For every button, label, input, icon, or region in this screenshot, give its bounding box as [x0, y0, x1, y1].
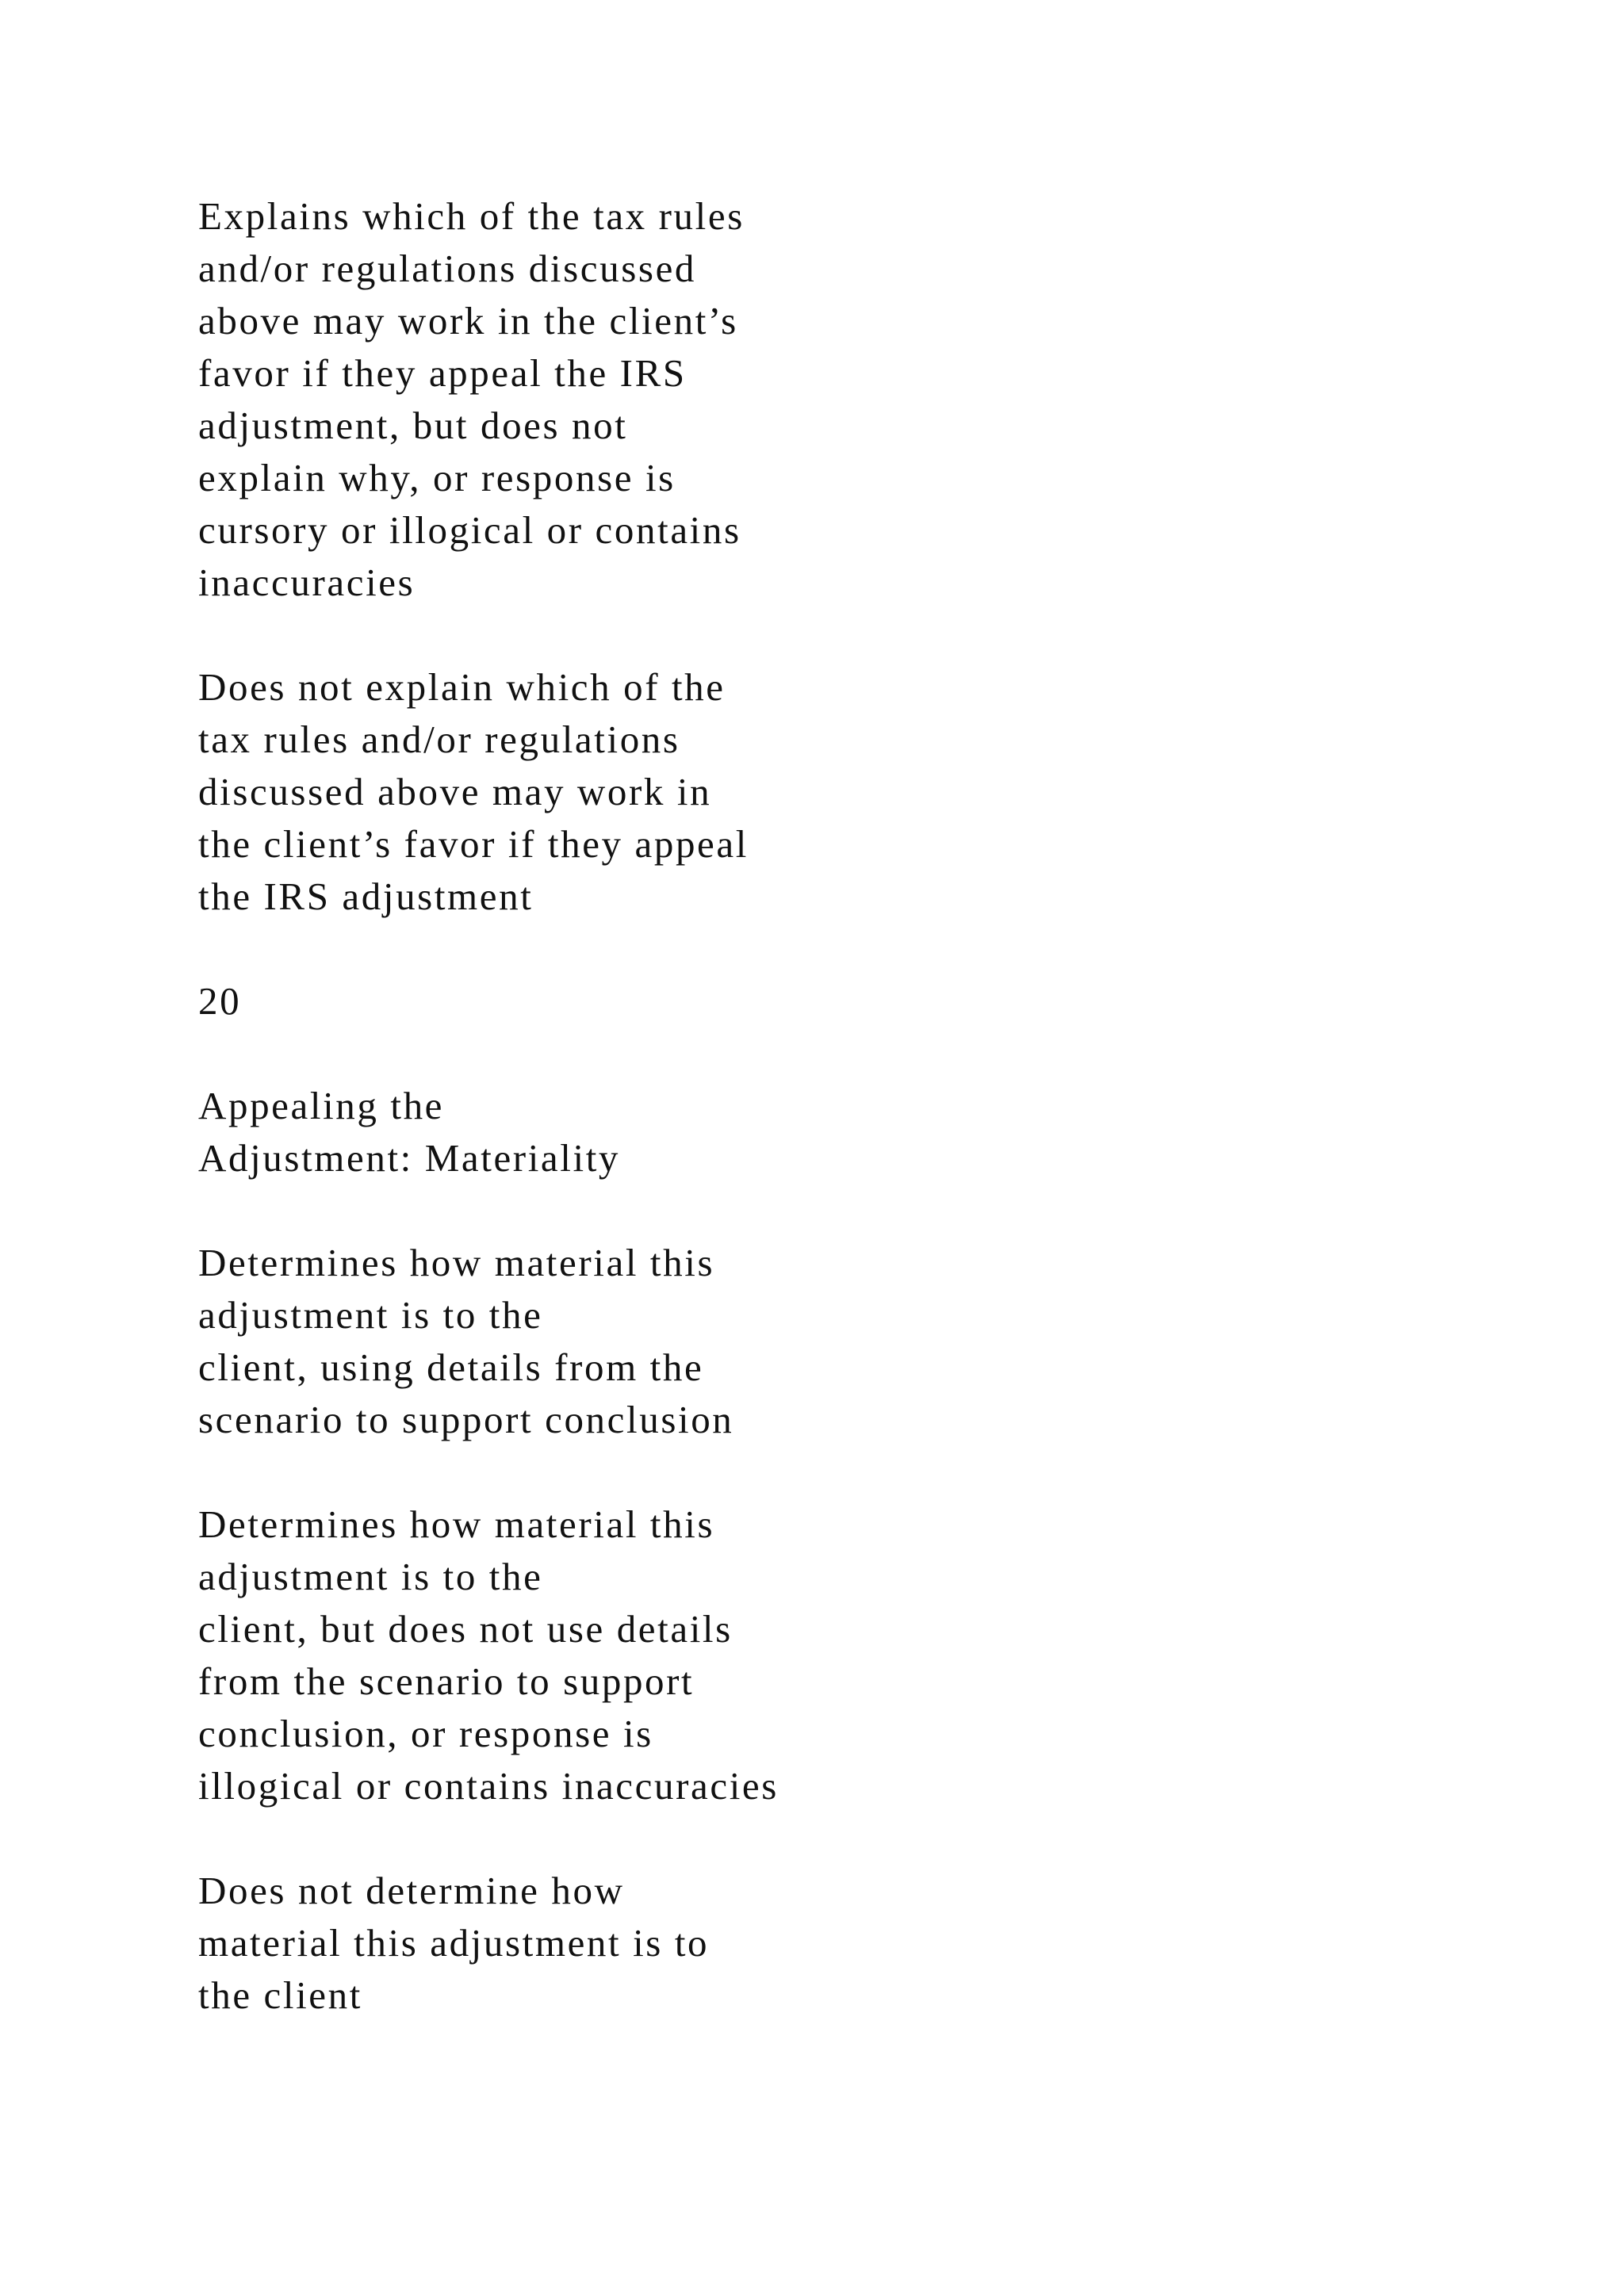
- text-line: Does not explain which of the: [198, 665, 726, 709]
- text-line: above may work in the client’s: [198, 299, 738, 342]
- text-line: discussed above may work in: [198, 770, 712, 813]
- text-line: the client’s favor if they appeal: [198, 822, 749, 866]
- text-line: Appealing the: [198, 1084, 445, 1127]
- materiality-proficient: [198, 1237, 1071, 1446]
- text-line: client, but does not use details: [198, 1607, 733, 1651]
- document-page: [198, 190, 1071, 2074]
- points-value: [198, 975, 1071, 1027]
- text-line: client, using details from the: [198, 1345, 704, 1389]
- text-line: illogical or contains inaccuracies: [198, 1764, 779, 1808]
- text-line: from the scenario to support: [198, 1659, 695, 1703]
- does-not-explain-criterion: [198, 661, 1071, 923]
- explains-partial-criterion: [198, 190, 1071, 609]
- text-line: conclusion, or response is: [198, 1712, 653, 1755]
- text-line: adjustment is to the: [198, 1555, 543, 1598]
- text-line: material this adjustment is to: [198, 1921, 710, 1965]
- text-line: Determines how material this: [198, 1502, 715, 1546]
- materiality-not-evident: [198, 1865, 1071, 2022]
- text-line: Determines how material this: [198, 1241, 715, 1284]
- text-line: 20: [198, 979, 242, 1023]
- text-line: Adjustment: Materiality: [198, 1136, 621, 1180]
- text-line: tax rules and/or regulations: [198, 718, 680, 761]
- text-line: favor if they appeal the IRS: [198, 351, 687, 395]
- text-line: explain why, or response is: [198, 456, 676, 499]
- materiality-partial: [198, 1498, 1071, 1812]
- text-line: the IRS adjustment: [198, 874, 534, 918]
- text-line: Explains which of the tax rules: [198, 194, 745, 238]
- text-line: and/or regulations discussed: [198, 247, 697, 290]
- criterion-title: [198, 1080, 1071, 1184]
- text-line: Does not determine how: [198, 1869, 625, 1912]
- text-line: inaccuracies: [198, 561, 416, 604]
- text-line: the client: [198, 1973, 362, 2017]
- text-line: scenario to support conclusion: [198, 1398, 734, 1441]
- text-line: adjustment is to the: [198, 1293, 543, 1337]
- text-line: adjustment, but does not: [198, 404, 628, 447]
- text-line: cursory or illogical or contains: [198, 508, 741, 552]
